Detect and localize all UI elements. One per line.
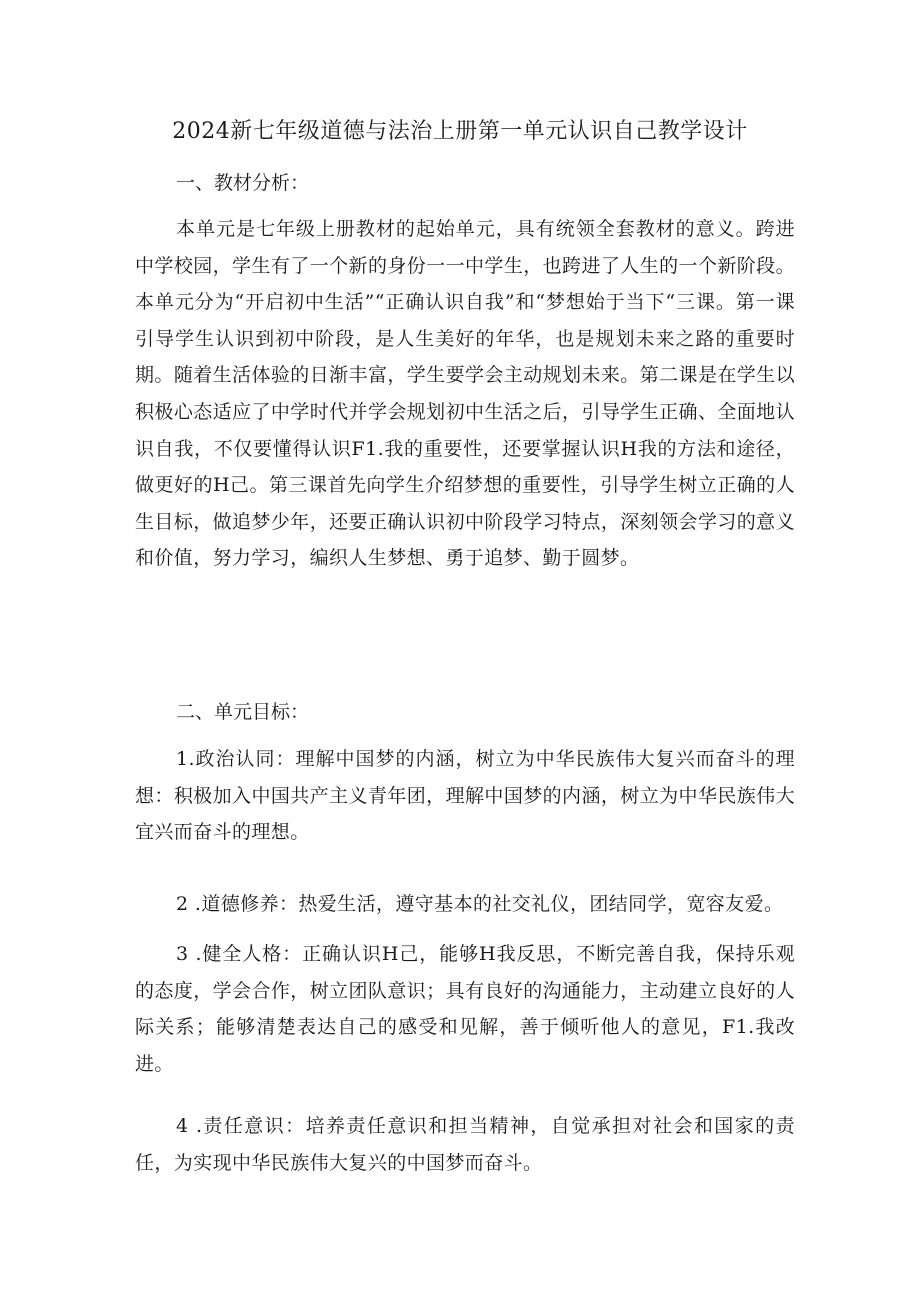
goal-item-responsibility: 4 .责任意识：培养责任意识和担当精神，自觉承担对社会和国家的责任，为实现中华民族伟大复兴的中国梦而奋斗。 [135,1115,795,1174]
document-title: 2024新七年级道德与法治上册第一单元认识自己教学设计 [172,119,748,144]
goal-item-moral-cultivation: 2 .道德修养：热爱生活，遵守基本的社交礼仪，团结同学，宽容友爱。 [176,893,784,915]
textbook-analysis-paragraph: 本单元是七年级上册教材的起始单元，具有统领全套教材的意义。跨进中学校园，学生有了一个新的身份一一中学生，也跨进了人生的一个新阶段。本单元分为“开启初中生活”“正确认识自我”和“梦想始于当下“三课。第一课引导学生认识到初中阶段，是人生美好的年华，也是规划未来之路的重要时期。随着生活体验的日渐丰富，学生要学会主动规划未来。第二课是在学生以积极心态适应了中学时代并学会规划初中生活之后，引导学生正确、全面地认识自我，不仅要懂得认识F1.我的重要性，还要掌握认识H我的方法和途径，做更好的H己。第三课首先向学生介绍梦想的重要性，引导学生树立正确的人生目标，做追梦少年，还要正确认识初中阶段学习特点，深刻领会学习的意义和价值，努力学习，编织人生梦想、勇于追梦、勤于圆梦。 [135,218,795,570]
section-heading-textbook-analysis: 一、教材分析： [176,172,310,194]
goal-item-political-identity: 1.政治认同：理解中国梦的内涵，树立为中华民族伟大复兴而奋斗的理想：积极加入中国共产主义青年团，理解中国梦的内涵，树立为中华民族伟大宜兴而奋斗的理想。 [135,748,795,844]
section-heading-unit-goals: 二、单元目标： [176,701,310,723]
goal-item-sound-personality: 3 .健全人格：正确认识H己，能够H我反思，不断完善自我，保持乐观的态度，学会合作，树立团队意识；具有良好的沟通能力，主动建立良好的人际关系；能够清楚表达自己的感受和见解，善于倾听他人的意见，F1.我改进。 [135,943,795,1075]
